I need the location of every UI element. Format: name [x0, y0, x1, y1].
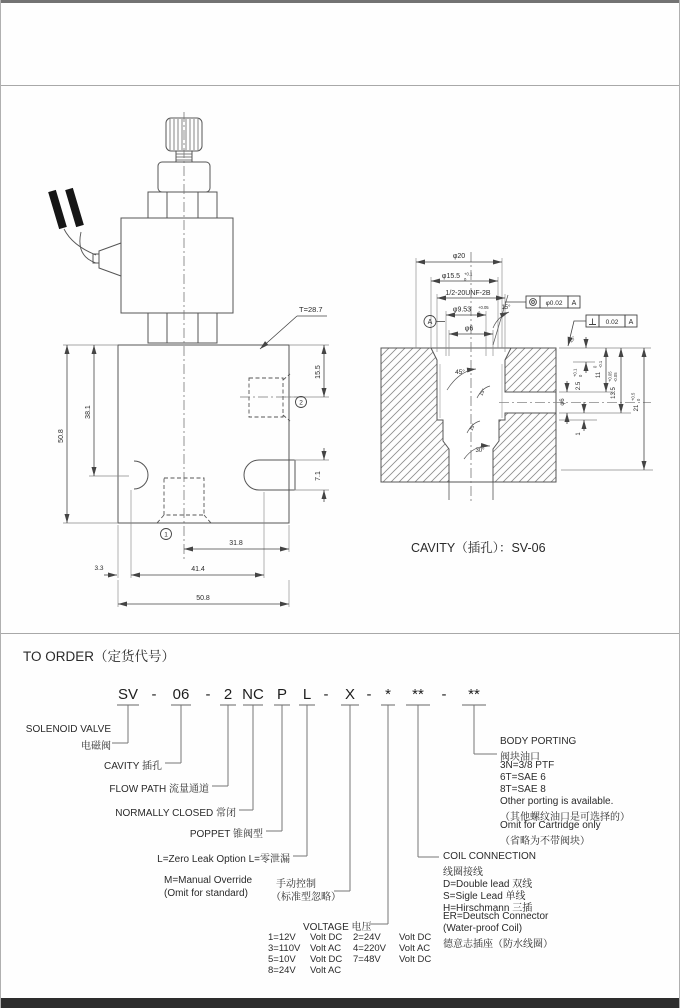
dim-d20: φ20	[452, 253, 466, 260]
concentricity-icon	[530, 299, 537, 306]
body-porting-line: 阀块油口	[500, 752, 540, 763]
fcf-perpendicularity	[568, 315, 637, 346]
order-code-token-sv: SV	[117, 686, 139, 703]
order-code-token-x: X	[344, 686, 356, 703]
voltage-cell: 1=12V	[268, 932, 296, 943]
dim-13-5-tol-up: +0.05	[607, 371, 613, 382]
drawing-linework	[1, 0, 680, 1008]
coil-connection-line: (Water-proof Coil)	[443, 923, 523, 934]
dim-31-8: 31.8	[229, 540, 243, 547]
coil-connection-line: 线圈接线	[443, 867, 483, 878]
label-manual-override-en-1: M=Manual Override	[164, 875, 253, 886]
port-2-callout	[296, 397, 307, 408]
label-manual-override-cn-1: 手动控制	[276, 879, 316, 890]
order-code-token-star3: **	[468, 686, 480, 703]
dim-13-5: 13.5	[611, 387, 617, 399]
voltage-cell: Volt DC	[310, 954, 343, 965]
valve-drawing	[52, 112, 329, 607]
order-code-token-nc: NC	[242, 686, 264, 703]
cavity-caption: CAVITY（插孔）：SV-06	[411, 541, 546, 555]
dim-38-1: 38.1	[85, 405, 92, 419]
label-solenoid-valve-en: SOLENOID VALVE	[25, 724, 111, 735]
voltage-cell: Volt AC	[310, 965, 342, 976]
dim-d15-5-tol-dn: 0	[464, 277, 467, 282]
dim-3-3: 3.3	[94, 565, 104, 572]
order-code-token-2: 2	[223, 686, 233, 703]
body-porting-line: （省略为不带阀块）	[500, 836, 590, 847]
order-code-dash: -	[205, 686, 211, 703]
order-code-dash: -	[151, 686, 157, 703]
coil-connection-line: ER=Deutsch Connector	[443, 911, 549, 922]
port-1-callout	[161, 529, 172, 540]
angle-15-spotface: 15°	[568, 335, 577, 344]
coil-connection-line: 德意志插座（防水线圈）	[443, 939, 553, 950]
body-porting-line: （其他螺纹油口是可选择的）	[500, 812, 630, 823]
label-cavity: CAVITY 插孔	[104, 761, 162, 772]
fcf-perpendicularity-datum: A	[628, 319, 634, 326]
label-solenoid-valve-cn: 电磁阀	[81, 741, 111, 752]
svg-text:1: 1	[164, 531, 168, 539]
angle-15-top: 15°	[501, 305, 511, 311]
voltage-cell: 4=220V	[353, 943, 387, 954]
order-code-token-06: 06	[172, 686, 190, 703]
dim-t28-7: T=28.7	[299, 305, 323, 314]
coil-connection-line: H=Hirschmann 三插	[443, 903, 533, 914]
dim-d6-side: φ6	[560, 398, 566, 406]
dim-2-5-tol-dn: 0	[578, 374, 583, 377]
datum-a-symbol	[424, 316, 445, 328]
fcf-concentricity-datum: A	[571, 300, 577, 307]
order-code-dash: -	[441, 686, 447, 703]
voltage-cell: Volt DC	[310, 932, 343, 943]
dim-7-1: 7.1	[315, 471, 322, 481]
angle-45: 45°	[455, 369, 465, 376]
valve-body	[121, 162, 233, 343]
angle-15-low: 15°	[469, 423, 478, 433]
order-code-token-star2: **	[412, 686, 424, 703]
voltage-cell: 7=48V	[353, 954, 381, 965]
voltage-cell: Volt DC	[399, 932, 432, 943]
angle-30: 30°	[475, 448, 485, 454]
fcf-concentricity	[505, 296, 580, 308]
voltage-cell: 5=10V	[268, 954, 296, 965]
valve-dimension-labels	[58, 305, 323, 602]
cavity-drawing	[381, 252, 653, 502]
coil-connection-line: COIL CONNECTION	[443, 851, 536, 862]
body-porting-line: 8T=SAE 8	[500, 784, 546, 795]
dim-50-8-bottom: 50.8	[196, 595, 210, 602]
dim-d9-53-tol-up: +0.05	[478, 305, 489, 310]
dim-1: 1	[576, 432, 582, 436]
fcf-perpendicularity-tolerance: 0.02	[605, 318, 619, 326]
dim-11: 11	[596, 371, 602, 379]
dim-d15-5-tol-up: +0.1	[464, 271, 473, 277]
body-porting-line: Omit for Cartridge only	[500, 820, 601, 831]
label-voltage-title: VOLTAGE 电压	[303, 922, 372, 933]
order-code-token-star: *	[385, 686, 391, 703]
order-code-dash: -	[323, 686, 329, 703]
dim-11-tol-dn: -0.1	[598, 360, 603, 368]
dim-d15-5: φ15.5	[441, 273, 461, 280]
voltage-cell: 8=24V	[268, 965, 296, 976]
dim-d9-53: φ9.53	[452, 306, 472, 314]
dim-21-tol-up: +0.5	[630, 392, 636, 401]
body-porting-line: Other porting is available.	[500, 796, 614, 807]
voltage-cell: Volt AC	[310, 943, 342, 954]
dim-21-tol-dn: 0	[636, 398, 641, 401]
order-code-token-l: L	[302, 686, 312, 703]
label-poppet: POPPET 锥阀型	[189, 829, 263, 840]
voltage-cell: 3=110V	[268, 943, 301, 954]
dim-2-5-tol-up: +0.1	[572, 368, 578, 377]
dim-d9-53-tol-dn: 0	[478, 310, 481, 316]
dim-13-5-tol-dn: -0.05	[613, 372, 618, 382]
perpendicularity-icon	[589, 319, 596, 325]
fcf-concentricity-tolerance: φ0.02	[545, 299, 563, 307]
coil-lead-wires	[52, 189, 121, 276]
dim-41-4: 41.4	[191, 566, 205, 573]
body-porting-line: 6T=SAE 6	[500, 772, 546, 783]
dim-2-5: 2.5	[576, 381, 582, 391]
thread-spec: 1/2-20UNF-2B	[445, 290, 491, 297]
valve-block	[118, 345, 307, 523]
dim-21: 21	[634, 404, 640, 412]
label-manual-override-cn-2: （标准型忽略）	[271, 892, 341, 903]
label-flow-path: FLOW PATH 流量通道	[109, 784, 209, 795]
coil-connection-line: S=Sigle Lead 单线	[443, 891, 526, 902]
svg-text:A: A	[427, 319, 433, 326]
svg-text:2: 2	[299, 399, 303, 407]
dim-11-tol-up: 0	[592, 365, 598, 368]
order-code-dash: -	[366, 686, 372, 703]
dim-d6-pilot: φ6	[464, 325, 474, 333]
dim-50-8-left: 50.8	[58, 429, 65, 443]
label-manual-override-en-2: (Omit for standard)	[164, 888, 248, 899]
voltage-cell: Volt AC	[399, 943, 431, 954]
label-zero-leak: L=Zero Leak Option L=零泄漏	[157, 854, 290, 865]
label-normally-closed: NORMALLY CLOSED 常闭	[115, 808, 236, 819]
to-order-title: TO ORDER（定货代号）	[23, 649, 176, 664]
body-porting-line: 3N=3/8 PTF	[500, 760, 555, 771]
angle-15-mid: 15°	[479, 388, 488, 398]
dim-15-5: 15.5	[315, 365, 322, 379]
voltage-cell: 2=24V	[353, 932, 381, 943]
body-porting-line: BODY PORTING	[500, 736, 577, 747]
order-code-token-p: P	[276, 686, 288, 703]
coil-connection-line: D=Double lead 双线	[443, 879, 533, 890]
voltage-cell: Volt DC	[399, 954, 432, 965]
